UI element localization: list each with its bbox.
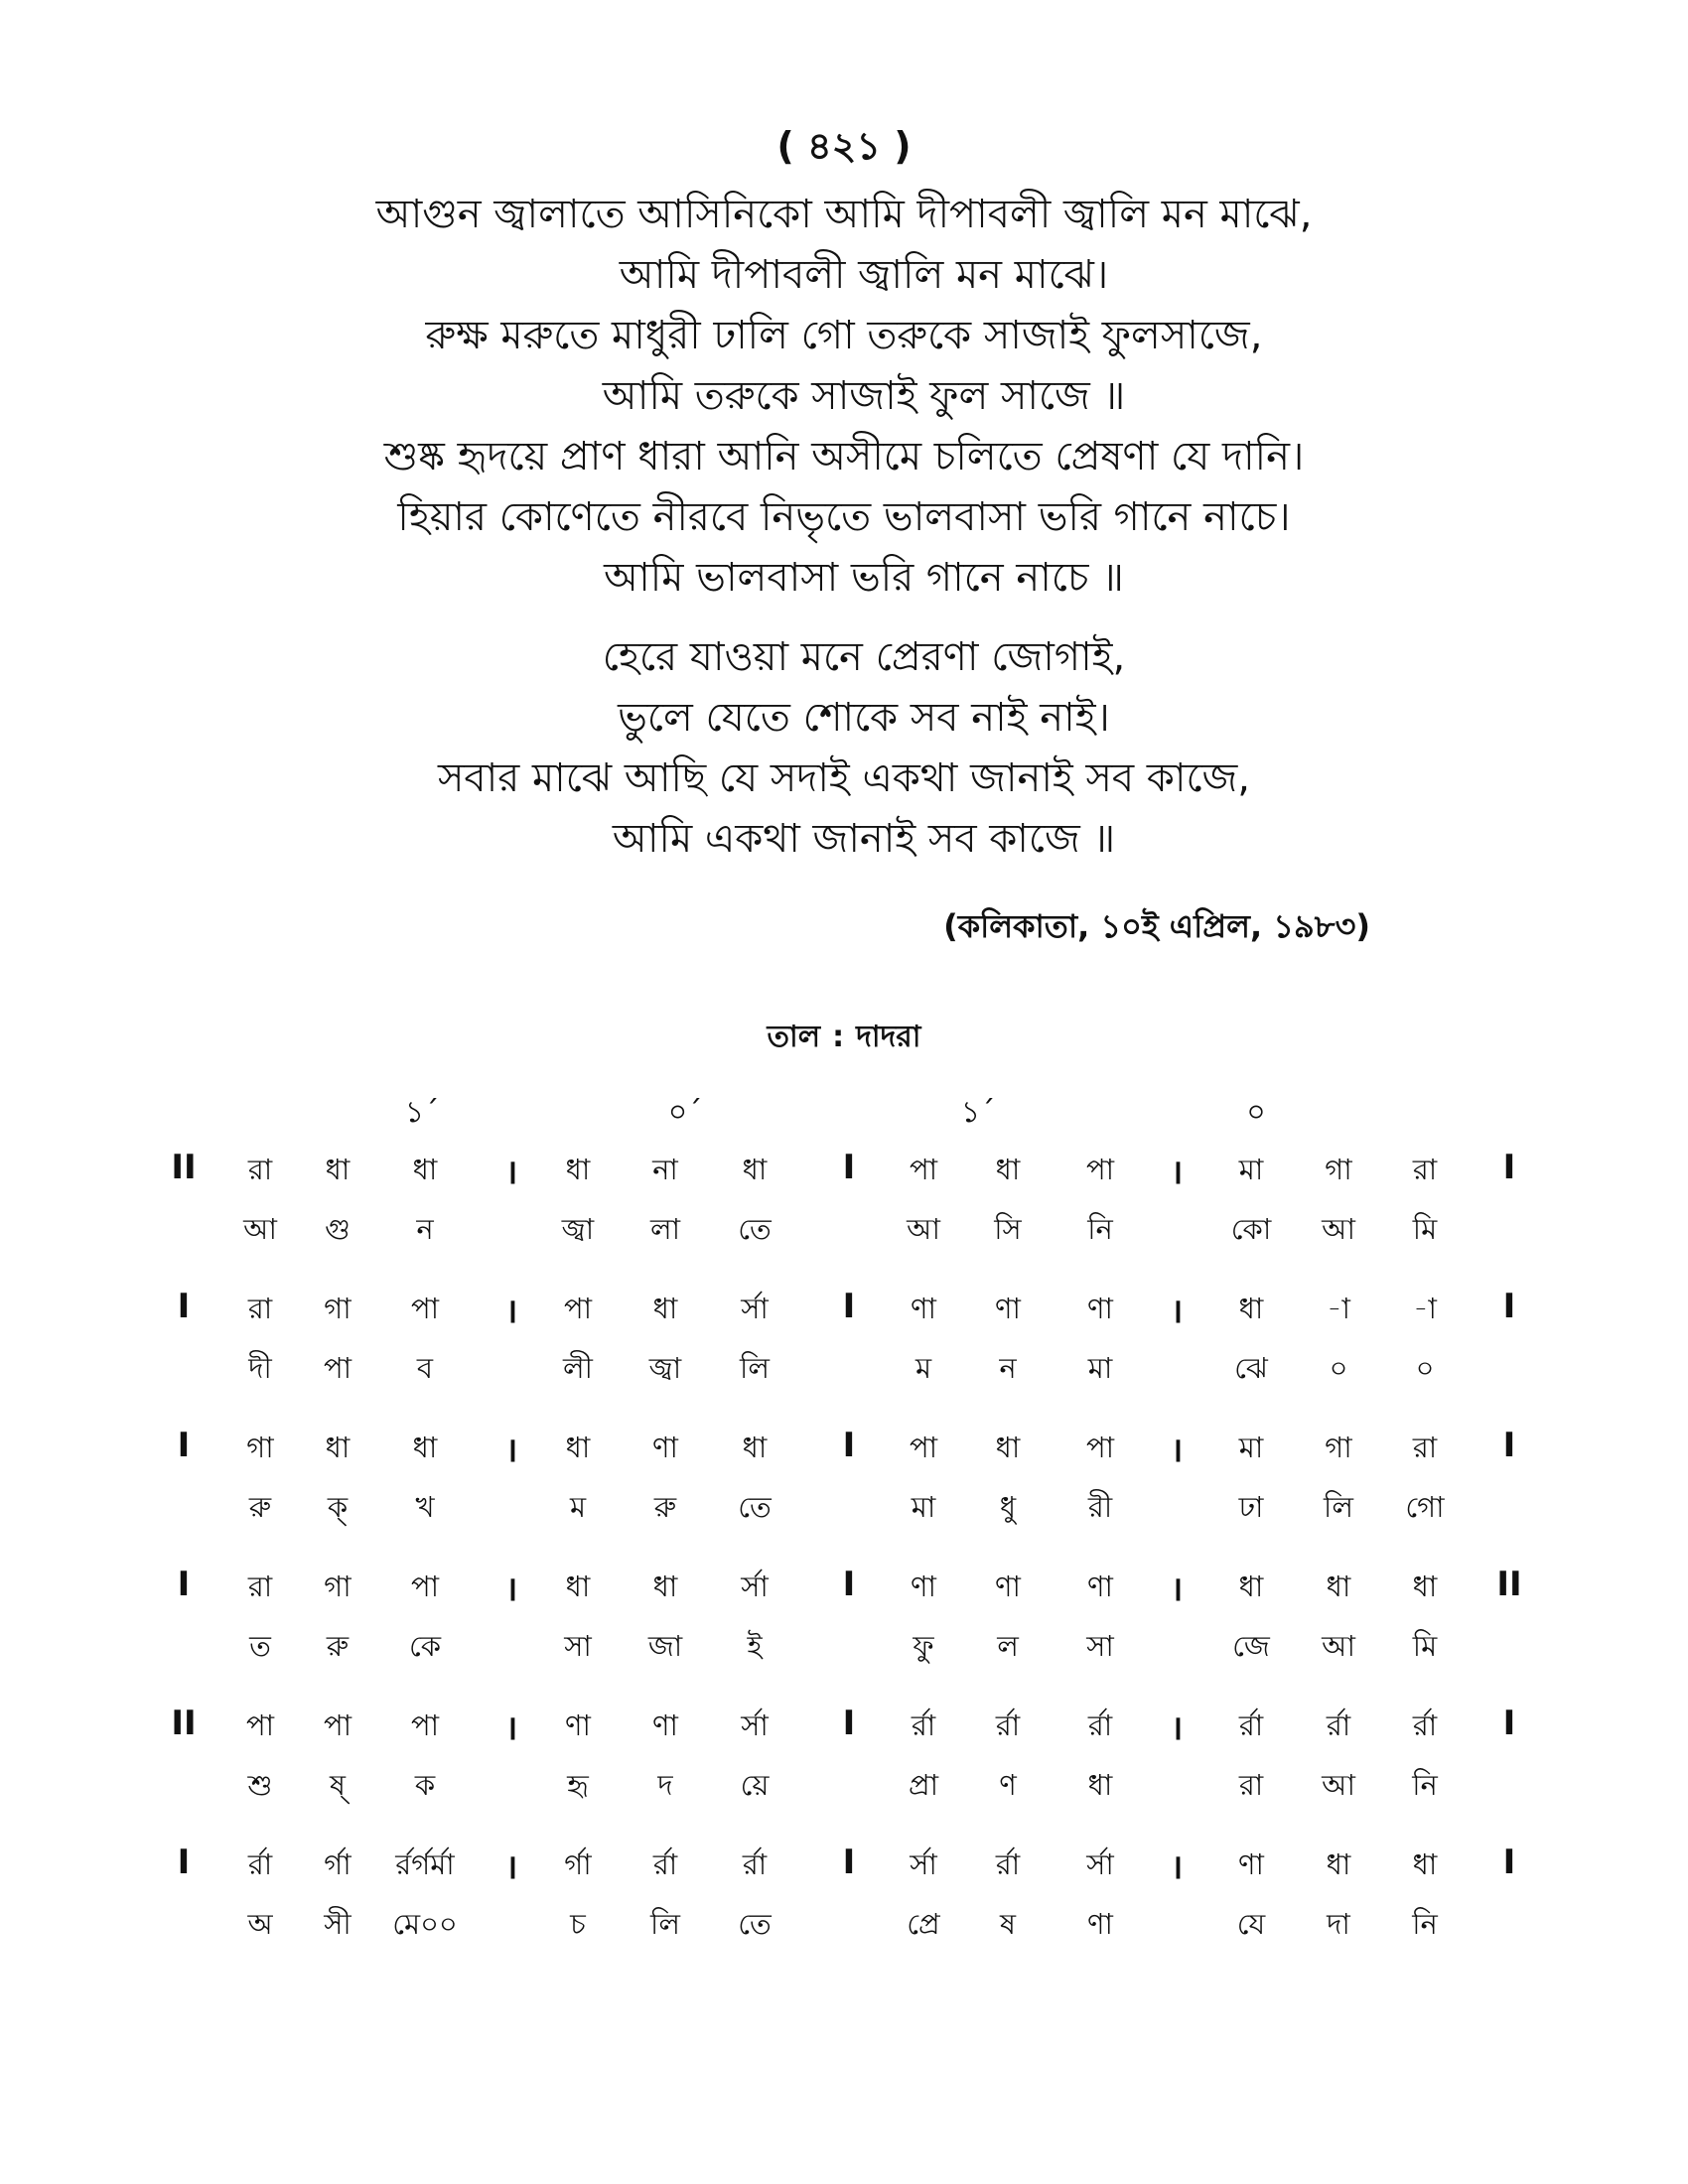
notation-row bbox=[0, 1148, 1688, 1287]
place-date: (কলিকাতা, ১০ই এপ্রিল, ১৯৮৩) bbox=[943, 907, 1370, 945]
bar-line: I bbox=[1502, 1843, 1516, 1882]
bar-line: । bbox=[504, 1153, 518, 1192]
verse-line: শুষ্ক হৃদয়ে প্রাণ ধারা আনি অসীমে চলিতে প্রেষণা যে দানি। bbox=[383, 434, 1305, 479]
swara-note: গা bbox=[1325, 1153, 1352, 1186]
lyric-syllable: নি bbox=[1412, 1907, 1438, 1941]
bar-line: । bbox=[1170, 1431, 1184, 1470]
notation-table bbox=[0, 1148, 1688, 1981]
lyric-syllable: গু bbox=[325, 1212, 351, 1246]
lyric-syllable: মা bbox=[911, 1490, 936, 1524]
lyric-syllable: সী bbox=[324, 1907, 352, 1941]
notation-row bbox=[0, 1426, 1688, 1565]
bar-line: I bbox=[1502, 1148, 1516, 1187]
swara-note: ণা bbox=[1087, 1292, 1113, 1325]
swara-note: ণা bbox=[1238, 1847, 1264, 1881]
lyric-syllable: রু bbox=[653, 1490, 677, 1524]
swara-note: র্গা bbox=[324, 1847, 352, 1881]
swara-note: র্সা bbox=[910, 1847, 937, 1881]
swara-note: র্সা bbox=[741, 1570, 769, 1603]
lyric-syllable: ধু bbox=[999, 1490, 1017, 1524]
lyric-syllable: লি bbox=[740, 1351, 770, 1385]
verse-stanza-2 bbox=[0, 627, 1688, 870]
tala-marker: ০´ bbox=[667, 1095, 703, 1130]
lyric-syllable: ণা bbox=[1087, 1907, 1113, 1941]
lyric-syllable: লী bbox=[563, 1351, 593, 1385]
lyric-syllable: জ্বা bbox=[648, 1351, 682, 1385]
lyric-syllable: আ bbox=[243, 1212, 277, 1246]
lyric-syllable: রু bbox=[326, 1629, 350, 1663]
notation-row bbox=[0, 1565, 1688, 1704]
lyric-syllable: য়ে bbox=[740, 1768, 770, 1802]
swara-note: ণা bbox=[995, 1292, 1021, 1325]
swara-note: ধা bbox=[565, 1153, 591, 1186]
swara-note: ণা bbox=[652, 1708, 678, 1742]
swara-note: পা bbox=[1085, 1153, 1115, 1186]
lyric-syllable: লি bbox=[1324, 1490, 1353, 1524]
swara-note: রা bbox=[247, 1292, 273, 1325]
swara-note: র্রা bbox=[1412, 1708, 1438, 1742]
page-number: ( ৪২১ ) bbox=[776, 124, 912, 168]
notation-row bbox=[0, 1704, 1688, 1843]
lyric-syllable: রী bbox=[1087, 1490, 1113, 1524]
lyric-syllable: ষ bbox=[1000, 1907, 1016, 1941]
lyric-syllable: চ bbox=[570, 1907, 586, 1941]
swara-note: ণা bbox=[911, 1292, 936, 1325]
swara-note: পা bbox=[323, 1708, 352, 1742]
lyric-syllable: প্রে bbox=[907, 1907, 940, 1941]
swara-note: ধা bbox=[325, 1431, 351, 1464]
verse-line: ভুলে যেতে শোকে সব নাই নাই। bbox=[618, 695, 1110, 741]
swara-note: পা bbox=[410, 1708, 440, 1742]
bar-line: । bbox=[504, 1431, 518, 1470]
bar-line: I bbox=[177, 1287, 191, 1326]
bar-line: । bbox=[504, 1847, 518, 1887]
lyric-syllable: ক্ bbox=[327, 1490, 349, 1524]
swara-note: র্রর্গর্মা bbox=[395, 1847, 455, 1881]
verse-stanza-1 bbox=[0, 185, 1688, 609]
swara-note: র্সা bbox=[741, 1708, 769, 1742]
bar-line: I bbox=[1502, 1426, 1516, 1465]
tala-marker: ০ bbox=[1246, 1095, 1266, 1130]
swara-note: ধা bbox=[652, 1570, 678, 1603]
bar-line: I bbox=[842, 1704, 856, 1743]
notation-row bbox=[0, 1287, 1688, 1426]
lyric-syllable: মে০০ bbox=[392, 1907, 458, 1941]
lyric-syllable: কো bbox=[1230, 1212, 1272, 1246]
swara-note: রা bbox=[247, 1153, 273, 1186]
swara-note: -া bbox=[1327, 1292, 1350, 1325]
lyric-syllable: জা bbox=[647, 1629, 683, 1663]
swara-note: না bbox=[652, 1153, 678, 1186]
swara-note: গা bbox=[246, 1431, 274, 1464]
bar-line: I bbox=[842, 1843, 856, 1882]
lyric-syllable: ঝে bbox=[1234, 1351, 1268, 1385]
swara-note: রা bbox=[1412, 1431, 1438, 1464]
lyric-syllable: তে bbox=[738, 1212, 772, 1246]
swara-note: র্রা bbox=[247, 1847, 273, 1881]
lyric-syllable: মি bbox=[1412, 1212, 1438, 1246]
verse-line: আগুন জ্বালাতে আসিনিকো আমি দীপাবলী জ্বালি মন মাঝে, bbox=[375, 192, 1313, 237]
verse-line: রুক্ষ মরুতে মাধুরী ঢালি গো তরুকে সাজাই ফুলসাজে, bbox=[425, 313, 1263, 358]
lyric-syllable: রু bbox=[248, 1490, 272, 1524]
tala-heading bbox=[0, 1013, 1688, 1063]
swara-note: র্রা bbox=[995, 1847, 1021, 1881]
swara-note: র্রা bbox=[995, 1708, 1021, 1742]
swara-note: ধা bbox=[565, 1570, 591, 1603]
bar-line: I bbox=[177, 1565, 191, 1604]
lyric-syllable: গো bbox=[1405, 1490, 1445, 1524]
bar-line: I bbox=[842, 1565, 856, 1604]
bar-line: II bbox=[171, 1704, 197, 1743]
lyric-syllable: খ bbox=[415, 1490, 435, 1524]
lyric-syllable: ব bbox=[416, 1351, 434, 1385]
swara-note: ণা bbox=[1087, 1570, 1113, 1603]
bar-line: II bbox=[1496, 1565, 1522, 1604]
swara-note: ধা bbox=[412, 1431, 438, 1464]
bar-line: I bbox=[842, 1287, 856, 1326]
verse-line: আমি একথা জানাই সব কাজে ॥ bbox=[612, 816, 1116, 862]
bar-line: । bbox=[504, 1570, 518, 1609]
bar-line: । bbox=[1170, 1292, 1184, 1331]
swara-note: গা bbox=[324, 1570, 352, 1603]
verse-line: আমি তরুকে সাজাই ফুল সাজে ॥ bbox=[602, 373, 1126, 419]
lyric-syllable: ০ bbox=[1415, 1351, 1435, 1385]
lyric-syllable: ণ bbox=[999, 1768, 1017, 1802]
bar-line: । bbox=[1170, 1708, 1184, 1748]
bar-line: I bbox=[842, 1148, 856, 1187]
lyric-syllable: নি bbox=[1412, 1768, 1438, 1802]
swara-note: ধা bbox=[1412, 1570, 1438, 1603]
lyric-syllable: জে bbox=[1232, 1629, 1270, 1663]
swara-note: ধা bbox=[1412, 1847, 1438, 1881]
lyric-syllable: দা bbox=[1327, 1907, 1350, 1941]
bar-line: । bbox=[1170, 1847, 1184, 1887]
bar-line: । bbox=[504, 1292, 518, 1331]
swara-note: গা bbox=[324, 1292, 352, 1325]
verse-line: আমি দীপাবলী জ্বালি মন মাঝে। bbox=[619, 252, 1109, 298]
lyric-syllable: ল bbox=[997, 1629, 1019, 1663]
swara-note: ধা bbox=[1238, 1570, 1264, 1603]
lyric-syllable: লা bbox=[649, 1212, 681, 1246]
swara-note: র্রা bbox=[911, 1708, 936, 1742]
verse-line: আমি ভালবাসা ভরি গানে নাচে ॥ bbox=[604, 555, 1124, 601]
lyric-syllable: ই bbox=[747, 1629, 763, 1663]
lyric-syllable: জ্বা bbox=[561, 1212, 595, 1246]
swara-note: র্রা bbox=[1326, 1708, 1351, 1742]
verse-line: হিয়ার কোণেতে নীরবে নিভৃতে ভালবাসা ভরি গানে নাচে। bbox=[397, 494, 1291, 540]
lyric-syllable: ম bbox=[914, 1351, 932, 1385]
swara-note: পা bbox=[909, 1153, 938, 1186]
swara-note: পা bbox=[410, 1292, 440, 1325]
swara-note: রা bbox=[247, 1570, 273, 1603]
tala-marker: ১´ bbox=[404, 1095, 440, 1130]
lyric-syllable: অ bbox=[247, 1907, 273, 1941]
swara-note: মা bbox=[1238, 1153, 1264, 1186]
swara-note: র্সা bbox=[741, 1292, 769, 1325]
tala-name: দাদরা bbox=[856, 1020, 921, 1054]
swara-note: রা bbox=[1412, 1153, 1438, 1186]
swara-note: ণা bbox=[995, 1570, 1021, 1603]
lyric-syllable: ষ্ bbox=[330, 1768, 346, 1802]
swara-note: ধা bbox=[1326, 1847, 1351, 1881]
swara-note: ধা bbox=[995, 1153, 1021, 1186]
swara-note: ধা bbox=[325, 1153, 351, 1186]
lyric-syllable: নি bbox=[1087, 1212, 1113, 1246]
swara-note: র্রা bbox=[652, 1847, 678, 1881]
swara-note: পা bbox=[410, 1570, 440, 1603]
lyric-syllable: মা bbox=[1087, 1351, 1113, 1385]
lyric-syllable: ক bbox=[414, 1768, 436, 1802]
swara-note: ণা bbox=[911, 1570, 936, 1603]
swara-note: র্রা bbox=[742, 1847, 768, 1881]
lyric-syllable: আ bbox=[1322, 1768, 1355, 1802]
swara-note: গা bbox=[1325, 1431, 1352, 1464]
tala-label: তাল bbox=[767, 1020, 821, 1054]
swara-note: র্রা bbox=[1087, 1708, 1113, 1742]
lyric-syllable: হৃ bbox=[567, 1768, 589, 1802]
lyric-syllable: ম bbox=[569, 1490, 587, 1524]
lyric-syllable: শু bbox=[247, 1768, 273, 1802]
swara-note: পা bbox=[245, 1708, 275, 1742]
swara-note: ধা bbox=[995, 1431, 1021, 1464]
lyric-syllable: যে bbox=[1236, 1907, 1266, 1941]
lyric-syllable: আ bbox=[1322, 1212, 1355, 1246]
lyric-syllable: ফু bbox=[913, 1629, 934, 1663]
swara-note: র্সা bbox=[1086, 1847, 1114, 1881]
lyric-syllable: রা bbox=[1238, 1768, 1264, 1802]
lyric-syllable: তে bbox=[738, 1490, 772, 1524]
lyric-syllable: দ bbox=[657, 1768, 673, 1802]
bar-line: । bbox=[504, 1708, 518, 1748]
lyric-syllable: ন bbox=[416, 1212, 434, 1246]
notation-row bbox=[0, 1843, 1688, 1981]
lyric-syllable: আ bbox=[1322, 1629, 1355, 1663]
swara-note: র্গা bbox=[564, 1847, 592, 1881]
swara-note: ধা bbox=[652, 1292, 678, 1325]
swara-note: ণা bbox=[652, 1431, 678, 1464]
bar-line: I bbox=[177, 1843, 191, 1882]
verse-line: সবার মাঝে আছি যে সদাই একথা জানাই সব কাজে, bbox=[437, 755, 1251, 801]
lyric-syllable: ন bbox=[999, 1351, 1017, 1385]
swara-note: ধা bbox=[1238, 1292, 1264, 1325]
lyric-syllable: ০ bbox=[1329, 1351, 1348, 1385]
lyric-syllable: ত bbox=[249, 1629, 271, 1663]
lyric-syllable: লি bbox=[650, 1907, 680, 1941]
bar-line: I bbox=[1502, 1704, 1516, 1743]
lyric-syllable: সা bbox=[564, 1629, 592, 1663]
bar-line: । bbox=[1170, 1570, 1184, 1609]
lyric-syllable: পা bbox=[323, 1351, 352, 1385]
lyric-syllable: তে bbox=[738, 1907, 772, 1941]
lyric-syllable: ধা bbox=[1087, 1768, 1113, 1802]
swara-note: ধা bbox=[412, 1153, 438, 1186]
lyric-syllable: সি bbox=[994, 1212, 1022, 1246]
tala-colon: : bbox=[832, 1020, 845, 1054]
swara-note: র্রা bbox=[1238, 1708, 1264, 1742]
swara-note: ণা bbox=[565, 1708, 591, 1742]
bar-line: I bbox=[1502, 1287, 1516, 1326]
lyric-syllable: সা bbox=[1086, 1629, 1114, 1663]
verse-line: হেরে যাওয়া মনে প্রেরণা জোগাই, bbox=[602, 634, 1126, 680]
lyric-syllable: প্রা bbox=[908, 1768, 939, 1802]
bar-line: । bbox=[1170, 1153, 1184, 1192]
swara-note: পা bbox=[563, 1292, 593, 1325]
swara-note: পা bbox=[1085, 1431, 1115, 1464]
swara-note: ধা bbox=[1326, 1570, 1351, 1603]
tala-marker: ১´ bbox=[960, 1095, 996, 1130]
swara-note: পা bbox=[909, 1431, 938, 1464]
swara-note: -া bbox=[1413, 1292, 1437, 1325]
swara-note: ধা bbox=[742, 1431, 768, 1464]
swara-note: মা bbox=[1238, 1431, 1264, 1464]
swara-note: ধা bbox=[742, 1153, 768, 1186]
lyric-syllable: আ bbox=[907, 1212, 940, 1246]
lyric-syllable: ঢা bbox=[1238, 1490, 1264, 1524]
lyric-syllable: মি bbox=[1412, 1629, 1438, 1663]
bar-line: I bbox=[842, 1426, 856, 1465]
lyric-syllable: দী bbox=[248, 1351, 272, 1385]
lyric-syllable: কে bbox=[408, 1629, 442, 1663]
bar-line: I bbox=[177, 1426, 191, 1465]
swara-note: ধা bbox=[565, 1431, 591, 1464]
bar-line: II bbox=[171, 1148, 197, 1187]
